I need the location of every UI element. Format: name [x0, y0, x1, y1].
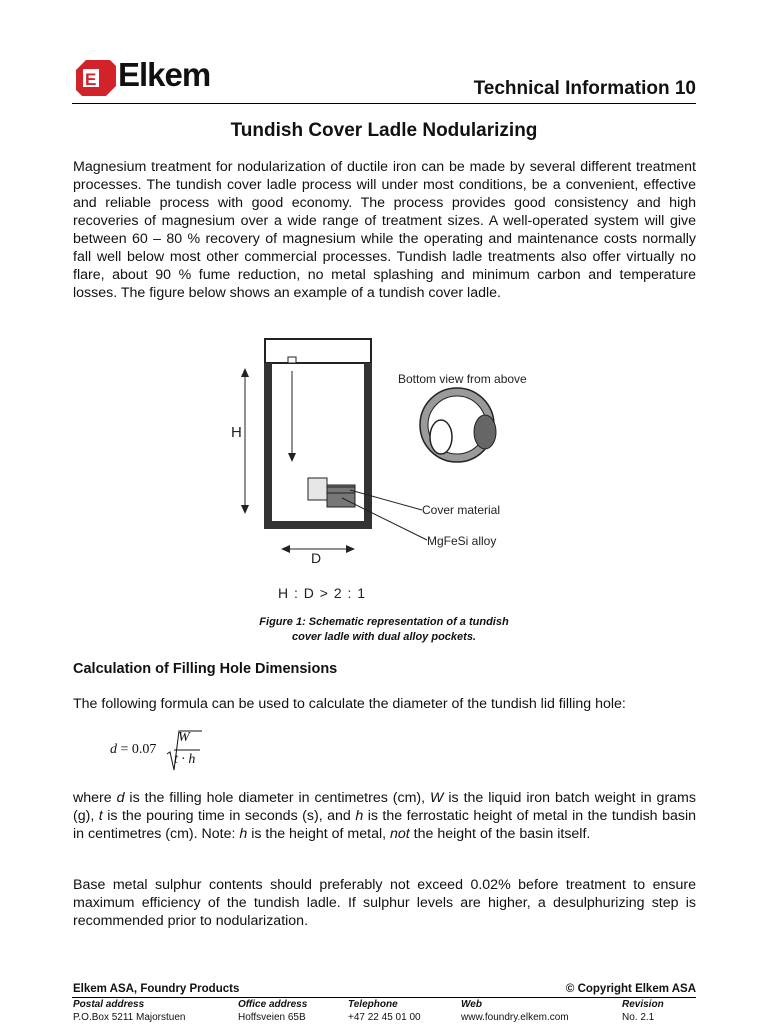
variable-definitions: where d is the filling hole diameter in centimetres (cm), W is the liquid iron batch weight in grams (g), t is the pouring time in seconds (s), and h is the ferrostatic height of metal in the tundish basin in centimetres (cm). Note: h is the height of metal, not the height of the basin itself. [73, 790, 696, 842]
pocket-right [474, 415, 496, 449]
svg-text:E: E [85, 70, 97, 89]
formula-variable-d: d [110, 742, 117, 757]
ladle-lid [265, 339, 371, 363]
footer-revision: Revision No. 2.1 [622, 999, 664, 1023]
alloy-label: MgFeSi alloy [427, 534, 497, 548]
height-label: H [231, 424, 242, 441]
formula-coefficient: = 0.07 [117, 742, 157, 757]
brand-name: Elkem [118, 56, 211, 93]
filling-hole-formula [110, 728, 250, 774]
tundish-ladle-figure [230, 335, 550, 610]
diameter-label: D [311, 550, 322, 566]
footer-office-address: Office address Hoffsveien 65B [238, 999, 308, 1023]
elkem-logo-mark-icon [72, 56, 118, 100]
pocket-left [430, 420, 452, 454]
footer-copyright: © Copyright Elkem ASA [565, 983, 696, 995]
figure-caption [200, 615, 568, 645]
formula-numerator: W [178, 730, 190, 745]
formula-denominator: t · h [174, 752, 196, 767]
intro-paragraph: Magnesium treatment for nodularization of ductile iron can be made by several different treatment processes. The tundish cover ladle process will under most conditions, be a convenient, effective and reliable process with good economy. The process provides good consistency and high recoveries of magnesium over a wide range of treatment sizes. A well-operated system will give between 60 – 80 % recovery of magnesium while the operating and maintenance costs normally fall well below most other commercial processes. Tundish ladle treatments also offer virtually no flare, about 90 % fume reduction, no metal splashing and minimum carbon and temperature losses. The figure below shows an example of a tundish cover ladle. [73, 159, 696, 301]
sulphur-paragraph: Base metal sulphur contents should preferably not exceed 0.02% before treatment to ensure maximum efficiency of the tundish ladle. If sulphur levels are higher, a desulphurizing step is recommended prior to nodularization. [73, 877, 696, 929]
footer-postal-address: Postal address P.O.Box 5211 Majorstuen [73, 999, 186, 1023]
cover-material-block [308, 478, 327, 500]
formula-intro: The following formula can be used to calculate the diameter of the tundish lid filling hole: [73, 696, 626, 712]
caption-line-2: cover ladle with dual alloy pockets. [291, 631, 476, 643]
alloy-pocket [327, 485, 355, 507]
page-title: Tundish Cover Ladle Nodularizing [230, 120, 538, 141]
footer [73, 983, 696, 995]
footer-web-link[interactable]: www.foundry.elkem.com [461, 1012, 569, 1023]
caption-line-1: Figure 1: Schematic representation of a tundish [259, 616, 509, 628]
footer-company: Elkem ASA, Foundry Products [73, 983, 240, 995]
footer-telephone: Telephone +47 22 45 01 00 [348, 999, 421, 1023]
bottom-view-label: Bottom view from above [398, 372, 527, 386]
document-series-label: Technical Information 10 [473, 78, 696, 99]
section-heading: Calculation of Filling Hole Dimensions [73, 661, 338, 677]
footer-web: Web www.foundry.elkem.com [461, 999, 569, 1023]
header-divider [72, 103, 696, 104]
cover-material-label: Cover material [422, 503, 501, 517]
filling-hole [288, 357, 296, 363]
ratio-label: H : D > 2 : 1 [278, 585, 367, 601]
